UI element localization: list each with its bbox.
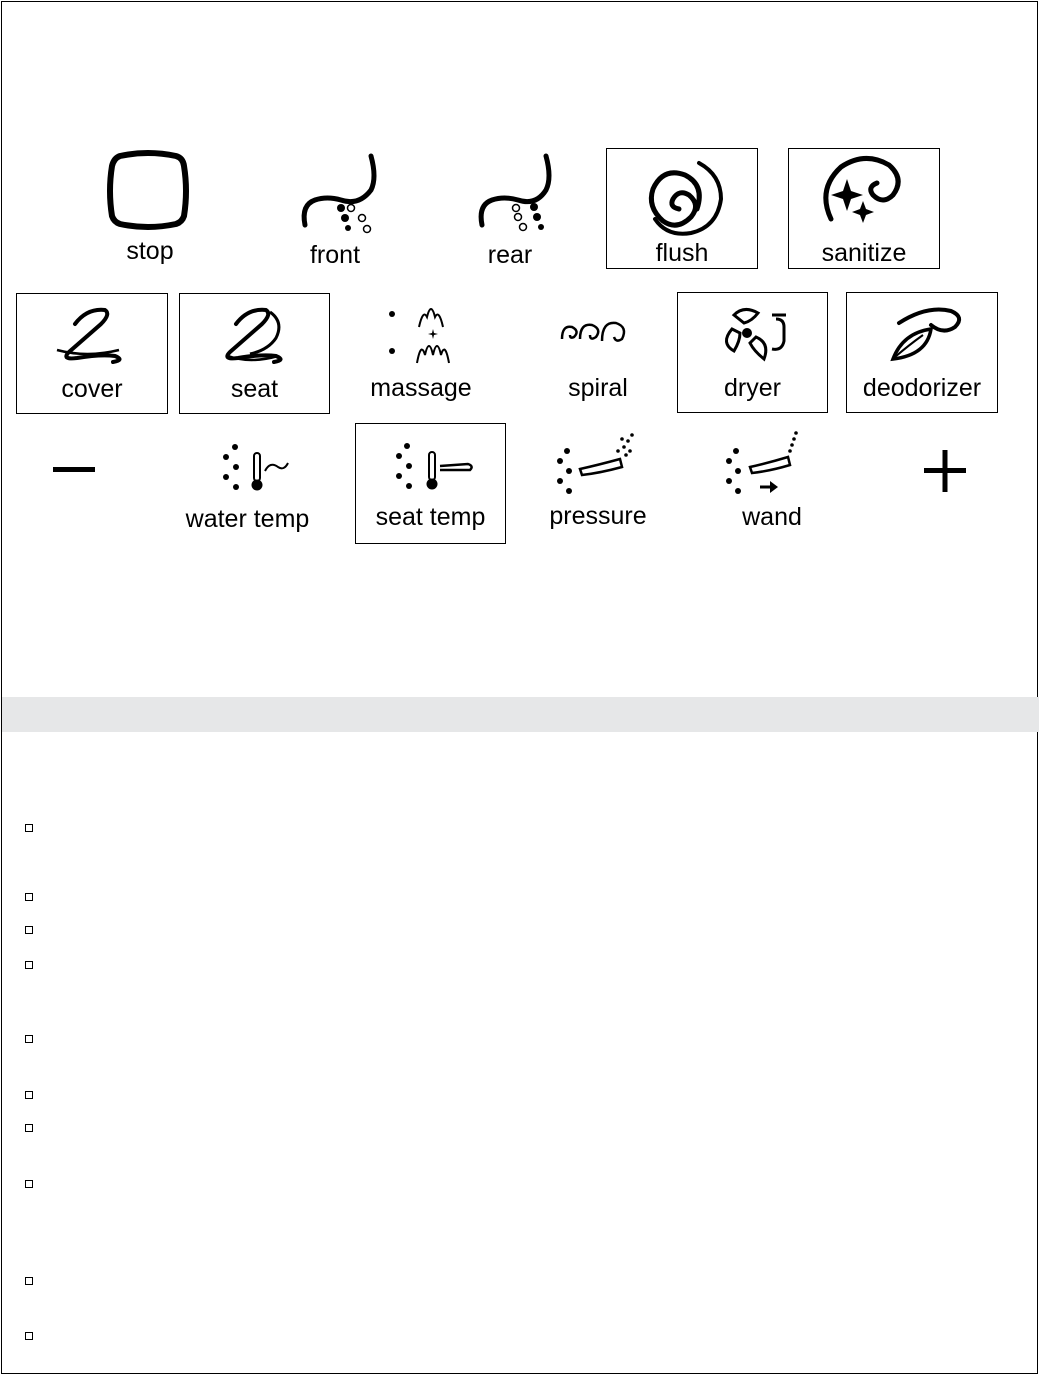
- checkbox-3[interactable]: [25, 926, 33, 934]
- sanitize-label: sanitize: [821, 239, 907, 267]
- front-button[interactable]: [285, 150, 385, 274]
- flush-button[interactable]: [606, 148, 758, 269]
- rear-label: rear: [487, 241, 533, 269]
- sanitize-button[interactable]: [788, 148, 940, 269]
- deodorizer-label: deodorizer: [862, 374, 982, 402]
- deodorizer-button[interactable]: [846, 292, 998, 413]
- dryer-button[interactable]: [677, 292, 828, 413]
- checkbox-1[interactable]: [25, 824, 33, 832]
- pressure-label: pressure: [549, 502, 647, 530]
- cover-button[interactable]: [16, 293, 168, 414]
- dryer-label: dryer: [724, 374, 781, 402]
- massage-button[interactable]: [351, 293, 491, 414]
- spiral-button[interactable]: [528, 293, 668, 414]
- stop-label: stop: [126, 237, 174, 265]
- seat-temp-button[interactable]: [355, 423, 506, 544]
- section-divider-band: [2, 697, 1039, 732]
- seat-temp-label: seat temp: [375, 503, 486, 531]
- checkbox-5[interactable]: [25, 1035, 33, 1043]
- massage-label: massage: [370, 374, 472, 402]
- spiral-label: spiral: [568, 374, 628, 402]
- water-temp-label: water temp: [185, 505, 310, 533]
- seat-button[interactable]: [179, 293, 330, 414]
- seat-label: seat: [230, 375, 279, 403]
- water-temp-button[interactable]: [170, 425, 325, 546]
- flush-label: flush: [655, 239, 709, 267]
- wand-label: wand: [742, 503, 802, 531]
- checkbox-7[interactable]: [25, 1124, 33, 1132]
- rear-button[interactable]: [460, 150, 560, 274]
- stop-button[interactable]: [98, 146, 202, 270]
- cover-label: cover: [61, 375, 123, 403]
- front-label: front: [309, 241, 361, 269]
- checkbox-4[interactable]: [25, 961, 33, 969]
- wand-button[interactable]: [702, 425, 842, 546]
- checkbox-2[interactable]: [25, 893, 33, 901]
- pressure-button[interactable]: [528, 425, 668, 546]
- checkbox-9[interactable]: [25, 1277, 33, 1285]
- checkbox-10[interactable]: [25, 1332, 33, 1340]
- minus-icon: [30, 425, 120, 515]
- checkbox-8[interactable]: [25, 1180, 33, 1188]
- checkbox-6[interactable]: [25, 1091, 33, 1099]
- plus-button[interactable]: [900, 425, 990, 515]
- minus-button[interactable]: [30, 425, 120, 515]
- plus-icon: [900, 425, 990, 515]
